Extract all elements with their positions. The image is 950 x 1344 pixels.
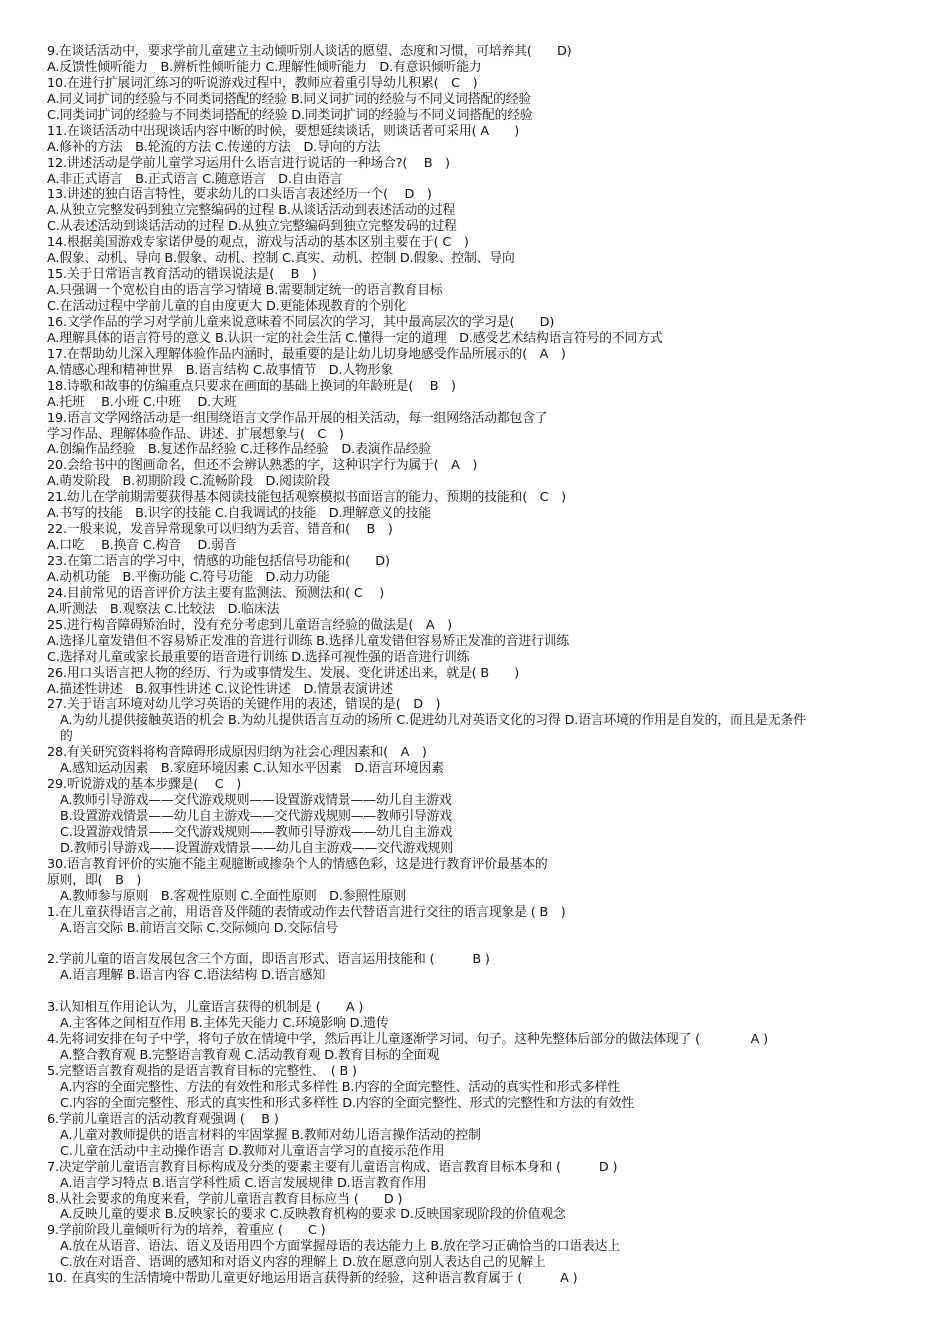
text-line: 18.诗歌和故事的仿编重点只要求在画面的基础上换词的年龄班是( B ) (47, 378, 456, 394)
text-line: 3.认知相互作用论认为，儿童语言获得的机制是 ( A ) (47, 1000, 364, 1016)
text-line: A.主客体之间相互作用 B.主体先天能力 C.环境影响 D.遗传 (60, 1016, 389, 1032)
text-line: 28.有关研究资料将构音障碍形成原因归纳为社会心理因素和( A ) (47, 745, 427, 761)
text-line: 22.一般来说，发音异常现象可以归纳为丢音、错音和( B ) (47, 522, 393, 538)
text-line: A.内容的全面完整性、方法的有效性和形式多样性 B.内容的全面完整性、活动的真实性和形式多样性 (60, 1079, 620, 1095)
text-line: 2.学前儿童的语言发展包含三个方面，即语言形式、语言运用技能和 ( B ) (47, 952, 490, 968)
text-line: 12.讲述活动是学前儿童学习运用什么语言进行说话的一种场合?( B ) (47, 155, 450, 171)
text-line: A.语言交际 B.前语言交际 C.交际倾向 D.交际信号 (60, 920, 338, 936)
text-line: 15.关于日常语言教育活动的错误说法是( B ) (47, 267, 317, 283)
text-line: 10.在进行扩展词汇练习的听说游戏过程中，教师应着重引导幼儿积累( C ) (47, 75, 478, 91)
text-line: A.创编作品经验 B.复述作品经验 C.迁移作品经验 D.表演作品经验 (47, 442, 431, 458)
text-line: 5.完整语言教育观指的是语言教育目标的完整性、 ( B ) (47, 1064, 357, 1079)
text-line: 11.在谈话活动中出现谈话内容中断的时候，要想延续谈话，则谈话者可采用( A ) (47, 123, 520, 139)
text-line: A.只强调一个宽松自由的语言学习情境 B.需要制定统一的语言教育目标 (47, 283, 443, 299)
text-line: 19.语言文学网络活动是一组围绕语言文学作品开展的相关活动，每一组网络活动都包含了 (47, 410, 548, 426)
blank-line (47, 937, 920, 953)
text-line: 原则，即( B ) (47, 872, 142, 888)
text-line: 9.在谈话活动中，要求学前儿童建立主动倾听别人谈话的愿望、态度和习惯，可培养其( D) (47, 44, 572, 59)
text-line: 24.目前常见的语音评价方法主要有监测法、预测法和( C ) (47, 585, 385, 601)
text-line: A.为幼儿提供接触英语的机会 B.为幼儿提供语言互动的场所 C.促进幼儿对英语文化的习得 D.语言环境的作用是自发的，而且是无条件 (60, 713, 806, 729)
text-line: 10. 在真实的生活情境中帮助儿童更好地运用语言获得新的经验，这种语言教育属于 ( A ) (47, 1271, 578, 1287)
text-line: A.情感心理和精神世界 B.语言结构 C.故事情节 D.人物形象 (47, 362, 393, 378)
text-line: A.选择儿童发错但不容易矫正发准的音进行训练 B.选择儿童发错但容易矫正发准的音进行训练 (47, 633, 569, 649)
text-line: A.教师引导游戏——交代游戏规则——设置游戏情景——幼儿自主游戏 (60, 793, 452, 809)
text-line: C.设置游戏情景——交代游戏规则——教师引导游戏——幼儿自主游戏 (60, 824, 453, 840)
text-line: A.理解具体的语言符号的意义 B.认识一定的社会生活 C.懂得一定的道理 D.感受艺术结构语言符号的不同方式 (47, 330, 663, 346)
text-line: 9.学前阶段儿童倾听行为的培养，着重应 ( C ) (47, 1223, 326, 1239)
text-line: A.教师参与原则 B.客观性原则 C.全面性原则 D.参照性原则 (60, 888, 406, 904)
text-line: A.动机功能 B.平衡功能 C.符号功能 D.动力功能 (47, 569, 330, 585)
text-line: C.选择对儿童或家长最重要的语音进行训练 D.选择可视性强的语音进行训练 (47, 649, 470, 665)
text-line: D.教师引导游戏——设置游戏情景——幼儿自主游戏——交代游戏规则 (60, 840, 454, 856)
text-line: A.感知运动因素 B.家庭环境因素 C.认知水平因素 D.语言环境因素 (60, 761, 444, 777)
text-line: A.反映儿童的要求 B.反映家长的要求 C.反映教育机构的要求 D.反映国家现阶段的价值观念 (60, 1207, 566, 1223)
text-line: A.口吃 B.换音 C.构音 D.弱音 (47, 538, 237, 554)
text-line: 23.在第二语言的学习中，情感的功能包括信号功能和( D) (47, 554, 390, 569)
text-line: A.语言学习特点 B.语言学科性质 C.语言发展规律 D.语言教育作用 (60, 1175, 427, 1191)
blank-line (47, 984, 920, 1000)
text-line: 8.从社会要求的角度来看，学前儿童语言教育目标应当 ( D ) (47, 1191, 403, 1207)
text-line: A.听测法 B.观察法 C.比较法 D.临床法 (47, 601, 280, 617)
text-line: A.儿童对教师提供的语言材料的牢固掌握 B.教师对幼儿语言操作活动的控制 (60, 1127, 481, 1143)
text-line: 4.先将词安排在句子中学，将句子放在情境中学，然后再让儿童逐渐学习词、句子。这种先整体后部分的做法体现了 ( A ) (47, 1032, 768, 1048)
text-line: A.放在从语音、语法、语义及语用四个方面掌握母语的表达能力上 B.放在学习正确恰当的口语表达上 (60, 1239, 620, 1255)
text-line: C.同类词扩词的经验与不同类词搭配的经验 D.同类词扩词的经验与不同义词搭配的经验 (47, 107, 533, 123)
text-line: C.放在对语音、语调的感知和对语义内容的理解上 D.放在愿意向别人表达自己的见解上 (60, 1255, 546, 1271)
text-line: C.内容的全面完整性、形式的真实性和形式多样性 D.内容的全面完整性、形式的完整性和方法的有效性 (60, 1095, 635, 1111)
text-line: 6.学前儿童语言的活动教育观强调 ( B ) (47, 1111, 279, 1127)
text-line: A.书写的技能 B.识字的技能 C.自我调试的技能 D.理解意义的技能 (47, 506, 431, 522)
text-line: C.从表述活动到谈话活动的过程 D.从独立完整编码到独立完整发码的过程 (47, 219, 457, 235)
text-line: A.假象、动机、导向 B.假象、动机、控制 C.真实、动机、控制 D.假象、控制、导向 (47, 251, 515, 267)
text-line: 26.用口头语言把人物的经历、行为或事情发生、发展、变化讲述出来，就是( B ) (47, 665, 520, 681)
text-line: 13.讲述的独白语言特性，要求幼儿的口头语言表述经历一个( D ) (47, 187, 432, 203)
text-line: 17.在帮助幼儿深入理解体验作品内涵时，最重要的是让幼儿切身地感受作品所展示的( A ) (47, 346, 566, 362)
text-line: C.在活动过程中学前儿童的自由度更大 D.更能体现教育的个别化 (47, 299, 407, 314)
text-line: A.整合教育观 B.完整语言教育观 C.活动教育观 D.教育目标的全面观 (60, 1048, 440, 1064)
text-line: C.儿童在活动中主动操作语言 D.教师对儿童语言学习的直接示范作用 (60, 1143, 445, 1159)
text-line: A.同义词扩词的经验与不同类词搭配的经验 B.同义词扩词的经验与不同义词搭配的经验 (47, 91, 532, 107)
text-line: A.修补的方法 B.轮流的方法 C.传递的方法 D.导向的方法 (47, 139, 381, 155)
text-line: A.描述性讲述 B.叙事性讲述 C.议论性讲述 D.情景表演讲述 (47, 681, 393, 697)
text-line: 27.关于语言环境对幼儿学习英语的关键作用的表述，错误的是( D ) (47, 697, 441, 713)
text-line: 16.文学作品的学习对学前儿童来说意味着不同层次的学习，其中最高层次的学习是( D) (47, 314, 555, 330)
text-line: 7.决定学前儿童语言教育目标构成及分类的要素主要有儿童语言构成、语言教育目标本身和 ( D ) (47, 1159, 618, 1175)
text-line: 25.进行构音障碍矫治时，没有充分考虑到儿童语言经验的做法是( A ) (47, 617, 452, 633)
text-line: B.设置游戏情景——幼儿自主游戏——交代游戏规则——教师引导游戏 (60, 809, 452, 824)
text-line: 30.语言教育评价的实施不能主观臆断或掺杂个人的情感色彩，这是进行教育评价最基本的 (47, 856, 548, 872)
text-line: 1.在儿童获得语言之前，用语音及伴随的表情或动作去代替语言进行交往的语言现象是 ( B ) (47, 904, 566, 920)
text-line: A.萌发阶段 B.初期阶段 C.流畅阶段 D.阅读阶段 (47, 474, 330, 490)
text-line: A.从独立完整发码到独立完整编码的过程 B.从谈话活动到表述活动的过程 (47, 203, 456, 219)
text-line: 的 (60, 729, 73, 745)
text-line: 14.根据美国游戏专家诺伊曼的观点，游戏与活动的基本区别主要在于( C ) (47, 235, 469, 251)
text-line: A.语言理解 B.语言内容 C.语法结构 D.语言感知 (60, 968, 326, 984)
text-line: 20.会给书中的图画命名，但还不会辨认熟悉的字，这种识字行为属于( A ) (47, 458, 478, 474)
text-line: A.非正式语言 B.正式语言 C.随意语言 D.自由语言 (47, 171, 343, 187)
text-line: 学习作品、理解体验作品、讲述、扩展想象与( C ) (47, 426, 344, 442)
text-line: A.反馈性倾听能力 B.辨析性倾听能力 C.理解性倾听能力 D.有意识倾听能力 (47, 59, 482, 75)
text-line: 21.幼儿在学前期需要获得基本阅读技能包括观察模拟书面语言的能力、预期的技能和( C ) (47, 490, 566, 506)
text-line: 29.听说游戏的基本步骤是( C ) (47, 777, 242, 793)
text-line: A.托班 B.小班 C.中班 D.大班 (47, 394, 237, 410)
